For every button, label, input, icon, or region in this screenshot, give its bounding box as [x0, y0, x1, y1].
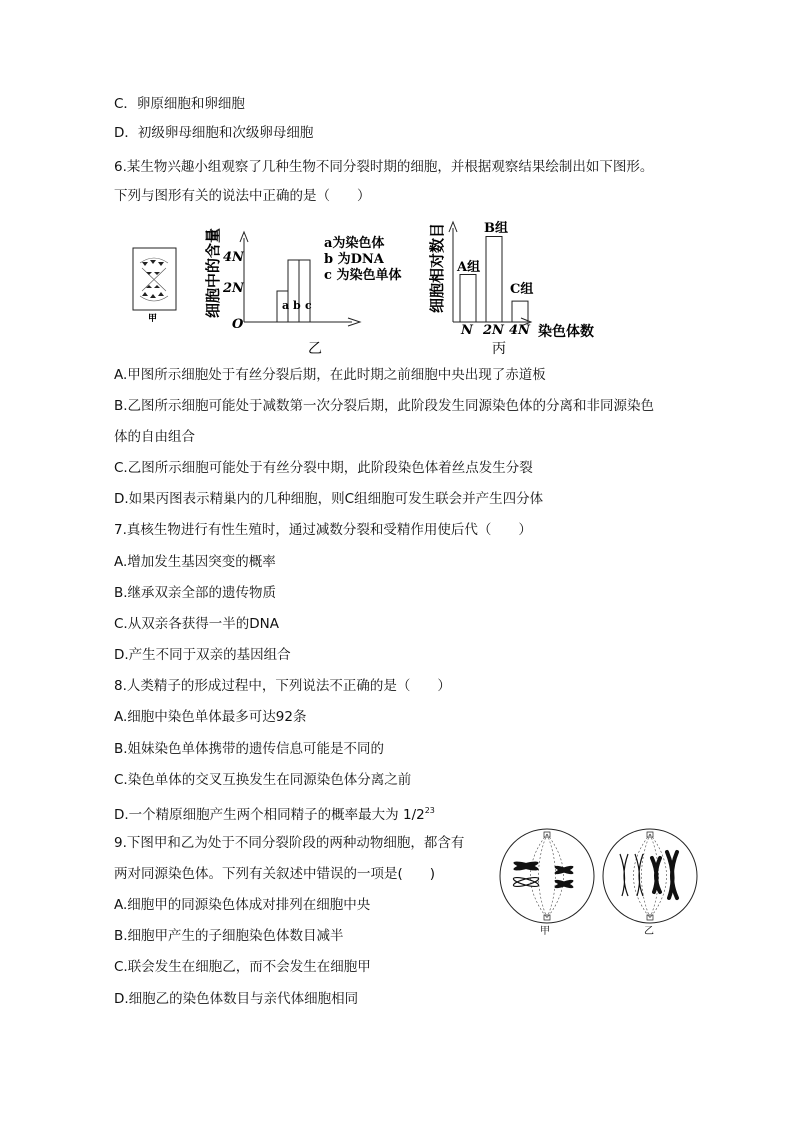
q7-option-c: C.从双亲各获得一半的DNA [114, 616, 279, 632]
q9-option-d: D.细胞乙的染色体数目与亲代体细胞相同 [114, 991, 359, 1007]
bing-chart [428, 220, 594, 357]
bing-xtick-n: N [461, 323, 473, 338]
q7-option-d: D.产生不同于双亲的基因组合 [114, 647, 291, 663]
question-6-stem: 6.某生物兴趣小组观察了几种生物不同分裂时期的细胞，并根据观察结果绘制出如下图形。 [114, 159, 654, 175]
bing-bar-a [460, 275, 476, 323]
question-9-stem-2: 两对同源染色体。下列有关叙述中错误的一项是( ) [114, 866, 436, 882]
bing-group-b: B组 [484, 221, 508, 236]
cell-yi-drawing [603, 829, 697, 937]
bing-group-a: A组 [457, 260, 481, 275]
cell-jia-caption: 甲 [540, 926, 550, 937]
question-9-stem: 9.下图甲和乙为处于不同分裂阶段的两种动物细胞，都含有 [114, 835, 465, 851]
yi-legend-b: b 为DNA [324, 252, 384, 267]
yi-ytick-4n: 4N [223, 250, 244, 265]
q8-option-c: C.染色单体的交叉互换发生在同源染色体分离之前 [114, 772, 412, 788]
bing-xtick-2n: 2N [483, 323, 504, 338]
q6-option-a: A.甲图所示细胞处于有丝分裂后期，在此时期之前细胞中央出现了赤道板 [114, 367, 546, 383]
yi-bar-label-c: c [305, 299, 312, 312]
q8-option-a: A.细胞中染色单体最多可达92条 [114, 709, 307, 725]
yi-bar-c [299, 260, 310, 322]
bing-caption: 丙 [492, 341, 506, 357]
yi-ylabel: 细胞中的含量 [204, 227, 222, 319]
cell-yi-caption: 乙 [644, 926, 654, 937]
jia-cell-drawing [133, 248, 176, 324]
q6-option-c: C.乙图所示细胞可能处于有丝分裂中期，此阶段染色体着丝点发生分裂 [114, 460, 533, 476]
q9-option-a: A.细胞甲的同源染色体成对排列在细胞中央 [114, 897, 371, 913]
bing-group-c: C组 [510, 282, 534, 297]
bing-xlabel: 染色体数 [538, 324, 594, 340]
question-8-stem: 8.人类精子的形成过程中，下列说法不正确的是（ ） [114, 678, 451, 694]
figure-9 [494, 826, 714, 938]
bing-ylabel: 细胞相对数目 [428, 222, 446, 314]
bing-xtick-4n: 4N [509, 323, 530, 338]
cell-jia-drawing [500, 829, 594, 937]
q6-option-b: B.乙图所示细胞可能处于减数第一次分裂后期，此阶段发生同源染色体的分离和非同源染色 [114, 398, 655, 414]
q9-option-b: B.细胞甲产生的子细胞染色体数目减半 [114, 928, 344, 944]
option-d-q5: D．初级卵母细胞和次级卵母细胞 [114, 125, 314, 141]
yi-chart [204, 228, 401, 357]
bing-bar-b [486, 237, 502, 323]
q8-option-b: B.姐妹染色单体携带的遗传信息可能是不同的 [114, 741, 385, 757]
q8-option-d [114, 802, 435, 824]
yi-bar-label-a: a [282, 299, 290, 312]
yi-bar-b [288, 260, 299, 322]
q8-option-d-exponent: 23 [424, 806, 435, 815]
question-6-stem-2: 下列与图形有关的说法中正确的是（ ） [114, 188, 371, 204]
yi-caption: 乙 [308, 341, 322, 357]
yi-ytick-2n: 2N [223, 281, 244, 296]
jia-label: 甲 [148, 314, 158, 324]
yi-legend-c: c 为染色单体 [324, 268, 402, 283]
yi-legend-a: a为染色体 [324, 236, 385, 251]
q7-option-b: B.继承双亲全部的遗传物质 [114, 585, 277, 601]
option-c-q5: C．卵原细胞和卵细胞 [114, 96, 245, 112]
q9-option-c: C.联会发生在细胞乙，而不会发生在细胞甲 [114, 959, 371, 975]
bing-bar-c [512, 301, 528, 322]
q6-option-b-cont: 体的自由组合 [114, 429, 195, 445]
q8-option-d-text: D.一个精原细胞产生两个相同精子的概率最大为 1/2 [114, 807, 425, 823]
question-7-stem: 7.真核生物进行有性生殖时，通过减数分裂和受精作用使后代（ ） [114, 522, 532, 538]
yi-bar-label-b: b [293, 299, 301, 312]
q7-option-a: A.增加发生基因突变的概率 [114, 554, 276, 570]
figure-6 [120, 218, 620, 363]
yi-origin: O [232, 317, 244, 332]
q6-option-d: D.如果丙图表示精巢内的几种细胞，则C组细胞可发生联会并产生四分体 [114, 491, 544, 507]
